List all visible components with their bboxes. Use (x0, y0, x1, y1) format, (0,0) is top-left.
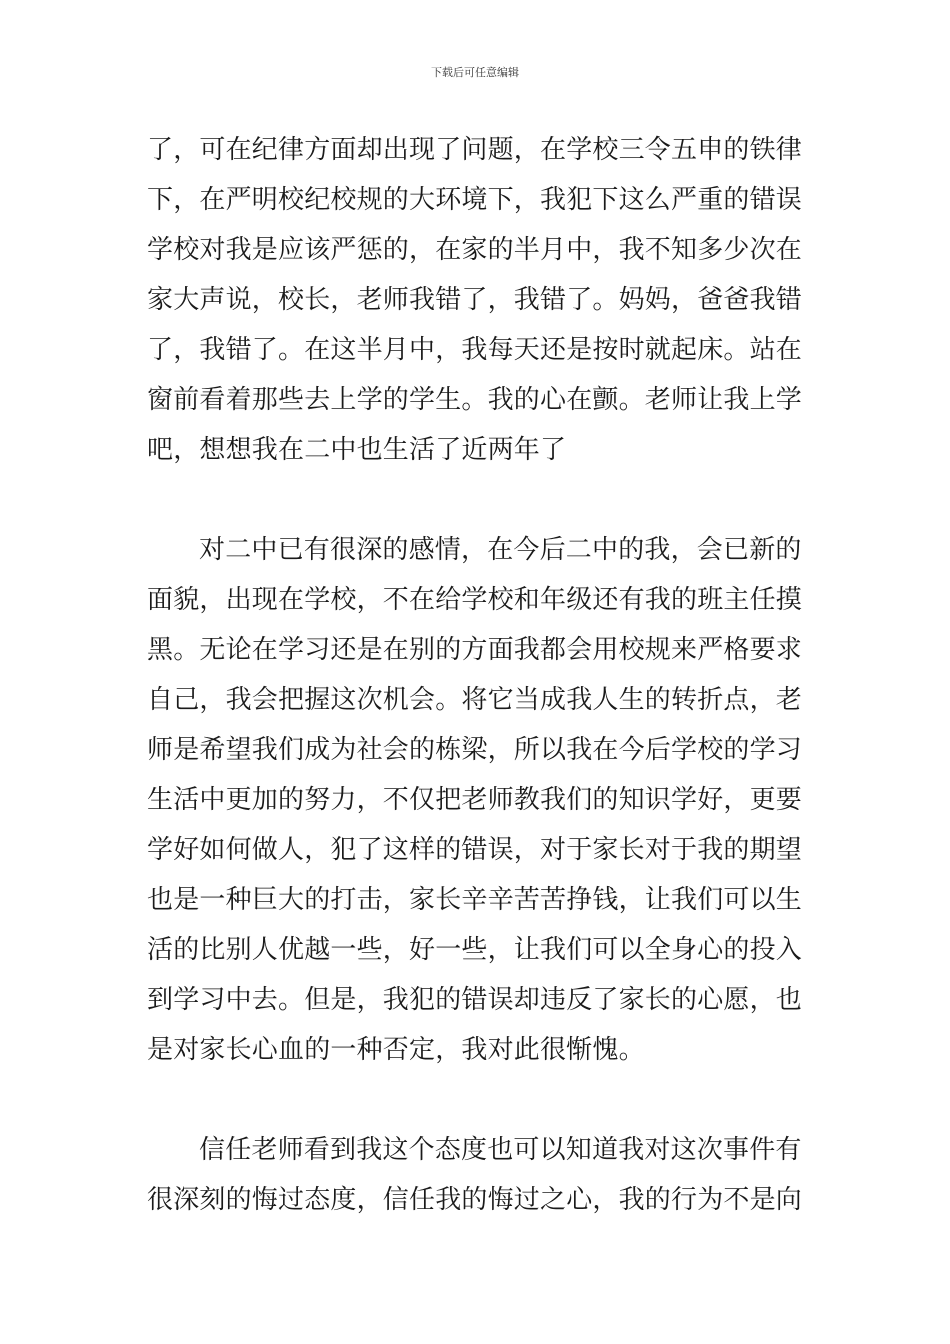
text-line: 学校对我是应该严惩的，在家的半月中，我不知多少次在 (147, 235, 803, 265)
text-line: 了，我错了。在这半月中，我每天还是按时就起床。站在 (147, 335, 803, 365)
text-line: 吧，想想我在二中也生活了近两年了 (147, 435, 567, 465)
text-line: 面貌，出现在学校，不在给学校和年级还有我的班主任摸 (147, 585, 803, 615)
text-line: 生活中更加的努力，不仅把老师教我们的知识学好，更要 (147, 785, 803, 815)
text-line: 也是一种巨大的打击，家长辛辛苦苦挣钱，让我们可以生 (147, 885, 803, 915)
text-line: 了，可在纪律方面却出现了问题，在学校三令五申的铁律 (147, 135, 803, 165)
text-line: 是对家长心血的一种否定，我对此很惭愧。 (147, 1035, 645, 1065)
text-line: 自己，我会把握这次机会。将它当成我人生的转折点，老 (147, 685, 803, 715)
text-line: 信任老师看到我这个态度也可以知道我对这次事件有 (199, 1135, 802, 1165)
text-line: 家大声说，校长，老师我错了，我错了。妈妈，爸爸我错 (147, 285, 803, 315)
text-line: 黑。无论在学习还是在别的方面我都会用校规来严格要求 (147, 635, 803, 665)
text-line: 很深刻的悔过态度，信任我的悔过之心，我的行为不是向 (147, 1185, 803, 1215)
text-line: 学好如何做人，犯了这样的错误，对于家长对于我的期望 (147, 835, 803, 865)
text-line: 到学习中去。但是，我犯的错误却违反了家长的心愿，也 (147, 985, 803, 1015)
text-line: 窗前看着那些去上学的学生。我的心在颤。老师让我上学 (147, 385, 803, 415)
text-line: 下，在严明校纪校规的大环境下，我犯下这么严重的错误 (147, 185, 803, 215)
text-line: 活的比别人优越一些，好一些，让我们可以全身心的投入 (147, 935, 803, 965)
text-line: 师是希望我们成为社会的栋梁，所以我在今后学校的学习 (147, 735, 803, 765)
page-header: 下载后可任意编辑 (431, 66, 519, 79)
text-line: 对二中已有很深的感情，在今后二中的我，会已新的 (199, 535, 802, 565)
